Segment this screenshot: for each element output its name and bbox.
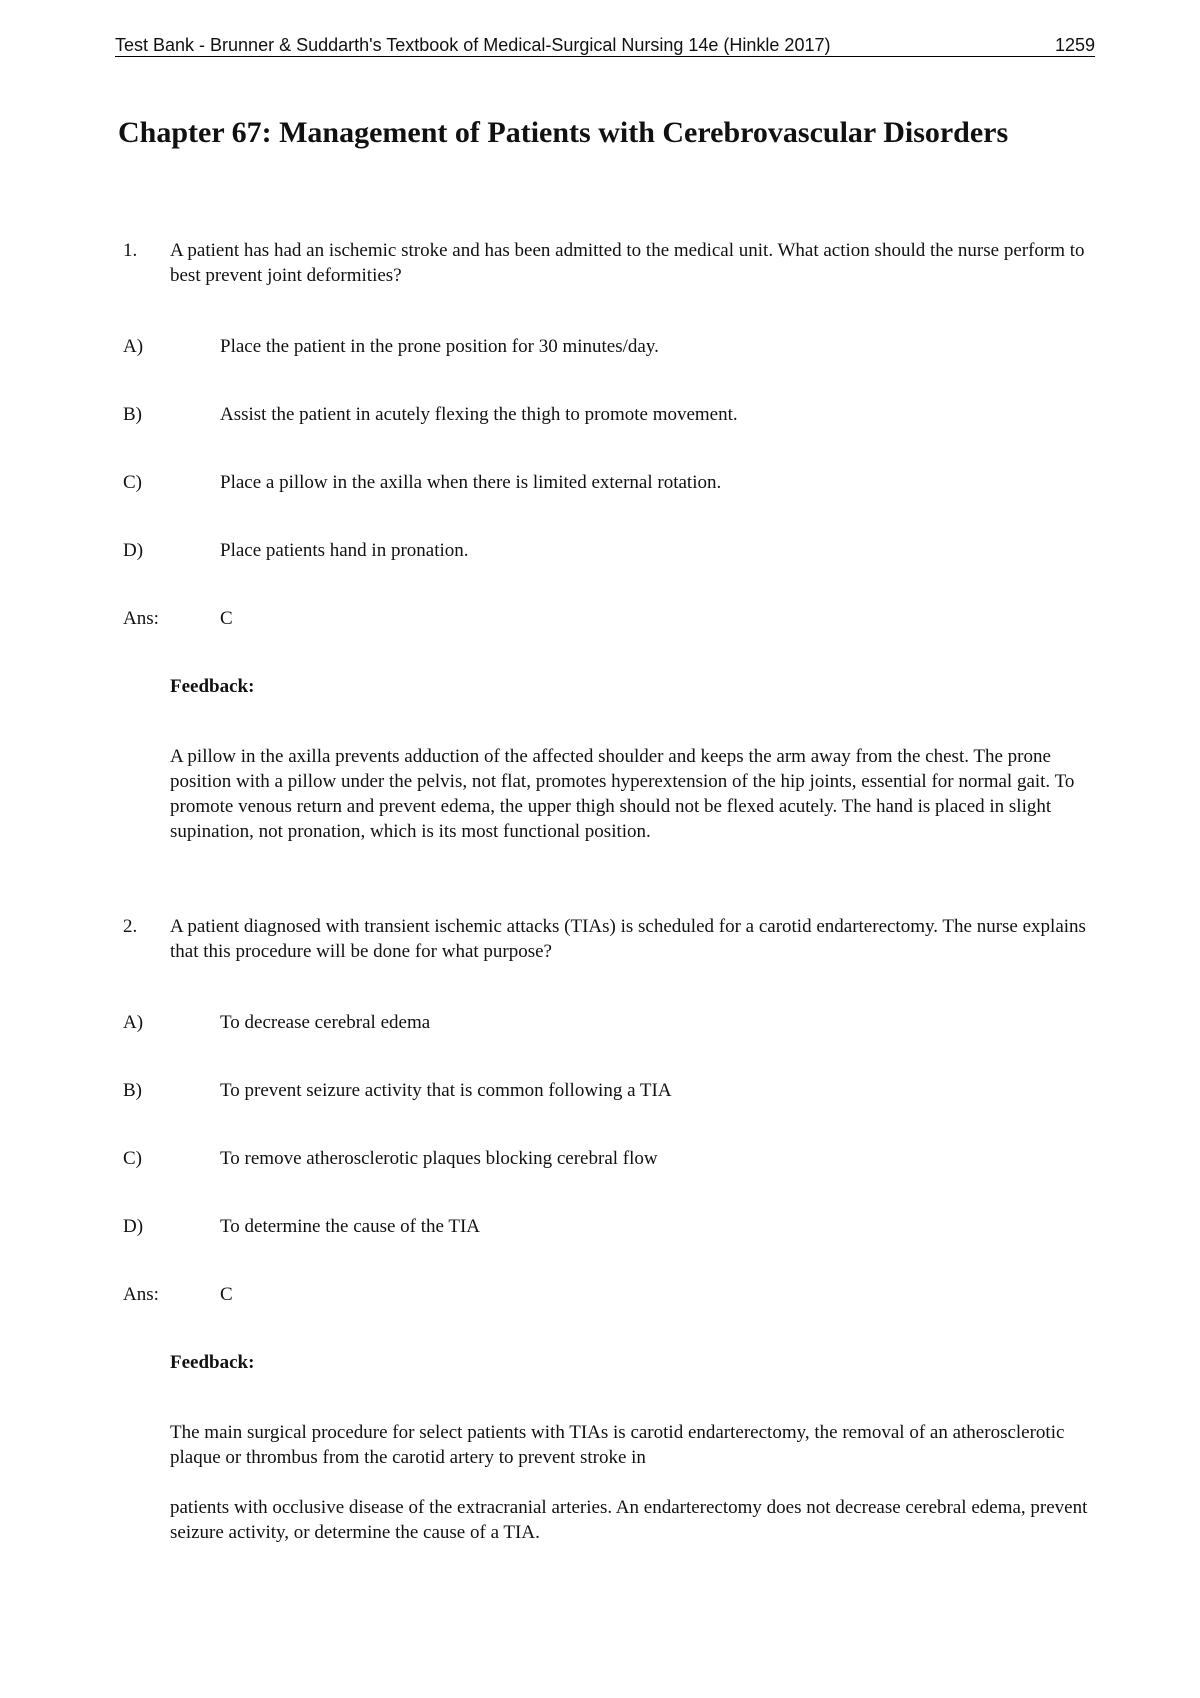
option-letter: C) — [123, 1148, 142, 1169]
option-letter: D) — [123, 540, 144, 561]
option-letter: D) — [123, 1216, 144, 1237]
option-text: To prevent seizure activity that is common following a TIA — [220, 1080, 672, 1101]
option-text: Assist the patient in acutely flexing the thigh to promote movement. — [220, 404, 738, 425]
page-number: 1259 — [1054, 35, 1095, 55]
feedback-label: Feedback: — [170, 676, 255, 697]
option-text: To decrease cerebral edema — [220, 1012, 431, 1033]
answer-label: Ans: — [123, 1284, 159, 1305]
option-text: Place a pillow in the axilla when there is limited external rotation. — [220, 472, 722, 493]
question-text: A patient diagnosed with transient ischemic attacks (TIAs) is scheduled for a carotid endarterectomy. The nurse explains that this procedure will be done for what purpose? — [170, 916, 1086, 962]
answer-label: Ans: — [123, 608, 159, 629]
option-text: Place the patient in the prone position for 30 minutes/day. — [220, 336, 659, 357]
feedback-label: Feedback: — [170, 1352, 255, 1373]
answer-value: C — [220, 608, 233, 629]
question-text: A patient has had an ischemic stroke and has been admitted to the medical unit. What action should the nurse perform to best prevent joint deformities? — [170, 240, 1085, 286]
option-letter: B) — [123, 404, 142, 425]
question-number: 1. — [123, 240, 138, 261]
page-header — [115, 34, 1095, 57]
option-text: Place patients hand in pronation. — [220, 540, 469, 561]
feedback-text: A pillow in the axilla prevents adduction of the affected shoulder and keeps the arm away from the chest. The prone position with a pillow under the pelvis, not flat, promotes hyperextension of the hip joints, essential for normal gait. To promote venous return and prevent edema, the upper thigh should not be flexed acutely. The hand is placed in slight supination, not pronation, which is its most functional position. — [170, 746, 1075, 842]
option-letter: C) — [123, 472, 142, 493]
feedback-text: patients with occlusive disease of the extracranial arteries. An endarterectomy does not decrease cerebral edema, prevent seizure activity, or determine the cause of a TIA. — [170, 1497, 1088, 1543]
option-letter: A) — [123, 1012, 144, 1033]
question-number: 2. — [123, 916, 138, 937]
option-letter: B) — [123, 1080, 142, 1101]
option-letter: A) — [123, 336, 144, 357]
option-text: To determine the cause of the TIA — [220, 1216, 480, 1237]
option-text: To remove atherosclerotic plaques blocking cerebral flow — [220, 1148, 658, 1169]
answer-value: C — [220, 1284, 233, 1305]
running-title: Test Bank - Brunner & Suddarth's Textbook of Medical-Surgical Nursing 14e (Hinkle 2017) — [115, 35, 831, 55]
feedback-text: The main surgical procedure for select patients with TIAs is carotid endarterectomy, the removal of an atherosclerotic plaque or thrombus from the carotid artery to prevent stroke in — [170, 1422, 1065, 1468]
chapter-title: Chapter 67: Management of Patients with Cerebrovascular Disorders — [118, 116, 1009, 149]
